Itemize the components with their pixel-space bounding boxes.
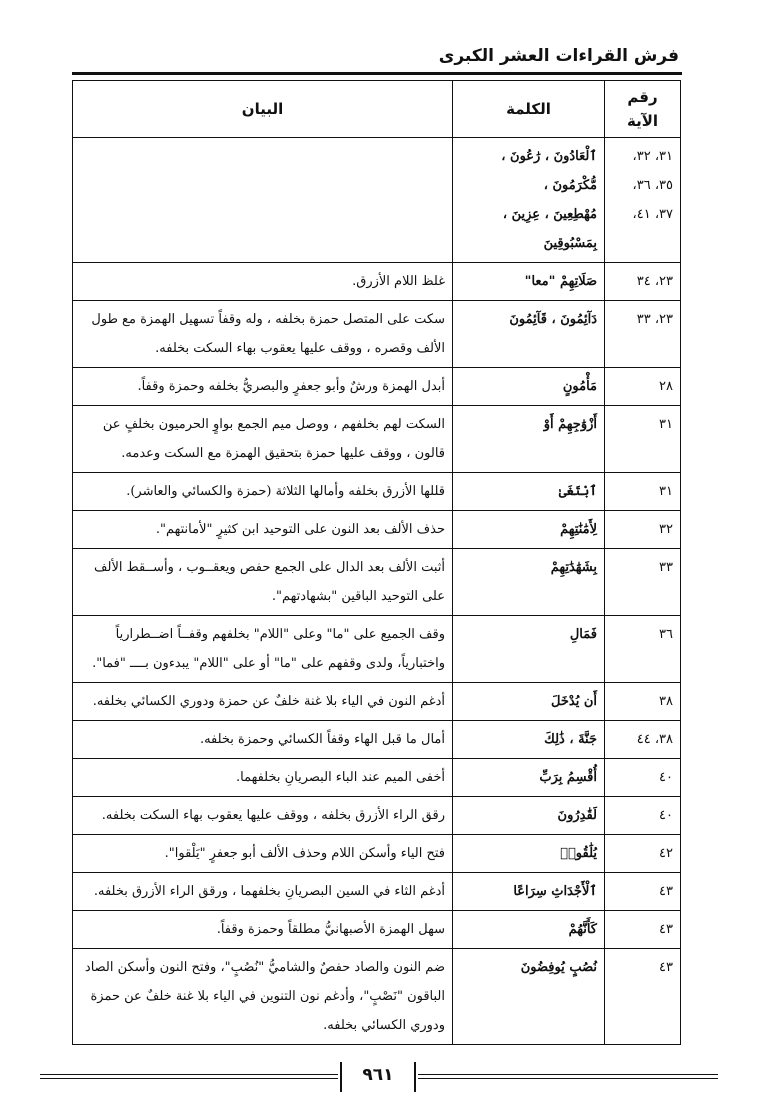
word-cell (453, 759, 605, 797)
table-row (73, 301, 681, 368)
table-row (73, 138, 681, 263)
verse-number-cell (605, 616, 681, 683)
explanation-cell: وقف الجميع على "ما" وعلى "اللام" بخلفهم وقفــاً اضــطرارياً واختبارياً، ولدى وقفهم على "ما" أو على "اللام" يبدءون بــــ "فما". (73, 616, 453, 683)
title-rule (72, 72, 682, 75)
readings-table (72, 80, 681, 1045)
explanation-cell: أبدل الهمزة ورشٌ وأبو جعفرٍ والبصريُّ بخلفه وحمزة وقفاً. (73, 368, 453, 406)
table-row (73, 368, 681, 406)
word-cell (453, 835, 605, 873)
verse-number-cell (605, 263, 681, 301)
table-header-row (73, 81, 681, 138)
explanation-cell: أثبت الألف بعد الدال على الجمع حفص ويعقــوب ، وأســقط الألف على التوحيد الباقين "بشهادتهم". (73, 549, 453, 616)
quran-word: صَلَاتِهِمْ "معا" (524, 274, 597, 289)
explanation-cell: قللها الأزرق بخلفه وأمالها الثلاثة (حمزة والكسائي والعاشر). (73, 473, 453, 511)
table-row (73, 911, 681, 949)
verse-number: ٤٠ (659, 808, 673, 823)
explanation-cell: أمال ما قبل الهاء وقفاً الكسائي وحمزة بخلفه. (73, 721, 453, 759)
verse-number: ٣١ (659, 417, 673, 432)
verse-number: ٢٣، ٣٣ (636, 312, 673, 327)
book-title: فرش القراءات العشر الكبرى (438, 46, 679, 66)
quran-word: ٱبْتَغَىٰ (558, 484, 597, 499)
word-cell (453, 911, 605, 949)
table-row (73, 616, 681, 683)
verse-number-cell (605, 301, 681, 368)
verse-number: ٣٧، ٤١، (632, 207, 673, 222)
quran-word: فَمَالِ (569, 627, 597, 642)
quran-word: بِشَهَٰدَٰتِهِمْ (550, 560, 597, 575)
quran-word: مَأْمُونٍ (562, 379, 597, 394)
table-row (73, 263, 681, 301)
footer-rule-left (40, 1074, 338, 1075)
quran-word: يُلَٰقُوا۟ (560, 846, 597, 861)
explanation-cell: السكت لهم بخلفهم ، ووصل ميم الجمع بواوٍ الحرميون بخلفٍ عن قالون ، ووقف عليها حمزة بتحقيق الهمزة مع السكت وعدمه. (73, 406, 453, 473)
verse-number-cell (605, 368, 681, 406)
table-row (73, 406, 681, 473)
word-cell (453, 301, 605, 368)
word-cell (453, 406, 605, 473)
verse-number: ٢٨ (659, 379, 673, 394)
table-row (73, 473, 681, 511)
quran-word: أَن يُدْخَلَ (550, 694, 597, 709)
verse-number: ٤٣ (659, 884, 673, 899)
word-cell (453, 511, 605, 549)
table-row (73, 873, 681, 911)
quran-word: لَقَٰدِرُونَ (557, 808, 597, 823)
explanation-cell: أدغم النون في الياء بلا غنة خلفٌ عن حمزة ودوري الكسائي بخلفه. (73, 683, 453, 721)
verse-number-cell (605, 835, 681, 873)
quran-word: جَنَّةَ ، ذَٰلِكَ (544, 732, 597, 747)
word-cell (453, 368, 605, 406)
footer-rule-right (418, 1074, 718, 1075)
verse-number: ٣٥، ٣٦، (632, 178, 673, 193)
quran-word: أَزْوَٰجِهِمْ أَوْ (543, 417, 597, 432)
footer-rule-right-2 (418, 1078, 718, 1079)
header-verse-number: رقم الآية (605, 81, 681, 138)
verse-number-cell (605, 759, 681, 797)
word-cell (453, 683, 605, 721)
table-row (73, 549, 681, 616)
word-cell (453, 721, 605, 759)
verse-number-cell (605, 721, 681, 759)
table-row (73, 835, 681, 873)
verse-number-cell (605, 797, 681, 835)
verse-number: ٤٣ (659, 960, 673, 975)
verse-number: ٤٢ (659, 846, 673, 861)
table-row (73, 683, 681, 721)
explanation-cell: سكت على المتصل حمزة بخلفه ، وله وقفاً تسهيل الهمزة مع طول الألف وقصره ، ووقف عليها يعقوب بهاء السكت بخلفه. (73, 301, 453, 368)
explanation-cell: رقق الراء الأزرق بخلفه ، ووقف عليها يعقوب بهاء السكت بخلفه. (73, 797, 453, 835)
explanation-cell: حذف الألف بعد النون على التوحيد ابن كثيرٍ "لأمانتهم". (73, 511, 453, 549)
verse-number: ٣٣ (659, 560, 673, 575)
explanation-cell: سهل الهمزة الأصبهانيُّ مطلقاً وحمزة وقفاً. (73, 911, 453, 949)
word-cell (453, 949, 605, 1045)
quran-word: أُقْسِمُ بِرَبِّ (539, 770, 597, 785)
verse-number-cell (605, 406, 681, 473)
footer-rule-left-2 (40, 1078, 338, 1079)
word-cell (453, 616, 605, 683)
explanation-cell: فتح الياء وأسكن اللام وحذف الألف أبو جعفرٍ "يَلْقوا". (73, 835, 453, 873)
verse-number: ٣٢ (659, 522, 673, 537)
page-footer (40, 1062, 718, 1092)
table-row (73, 721, 681, 759)
quran-word: ٱلْأَجْدَاثِ سِرَاعًا (513, 884, 597, 899)
verse-number-cell (605, 873, 681, 911)
explanation-cell: غلظ اللام الأزرق. (73, 263, 453, 301)
explanation-cell: أدغم الثاء في السين البصريانِ بخلفهما ، ورقق الراء الأزرق بخلفه. (73, 873, 453, 911)
verse-number: ٤٠ (659, 770, 673, 785)
table-row (73, 759, 681, 797)
verse-number: ٣١ (659, 484, 673, 499)
word-cell (453, 263, 605, 301)
table-row (73, 949, 681, 1045)
header-explanation: البيان (73, 81, 453, 138)
footer-bar-right (414, 1062, 416, 1092)
verse-number: ٣٨، ٤٤ (636, 732, 673, 747)
verse-number-cell (605, 138, 681, 263)
verse-number-cell (605, 473, 681, 511)
verse-number: ٣٨ (659, 694, 673, 709)
quran-word: مُهْطِعِينَ ، عِزِينَ ، بِمَسْبُوقِينَ (502, 207, 597, 251)
quran-word: دَآئِمُونَ ، قَآئِمُونَ (509, 312, 597, 327)
quran-word: ٱلْعَادُونَ ، رَٰعُونَ ، مُّكْرَمُونَ ، (501, 149, 597, 193)
verse-number-cell (605, 549, 681, 616)
explanation-cell (73, 138, 453, 263)
verse-number-cell (605, 949, 681, 1045)
explanation-cell: أخفى الميم عند الباء البصريانِ بخلفهما. (73, 759, 453, 797)
verse-number-cell (605, 911, 681, 949)
quran-word: كَأَنَّهُمْ (568, 922, 597, 937)
verse-number: ٣١، ٣٢، (632, 149, 673, 164)
word-cell (453, 797, 605, 835)
quran-word: نُصُبٍ يُوفِضُونَ (520, 960, 597, 975)
word-cell (453, 549, 605, 616)
table-row (73, 797, 681, 835)
table-row (73, 511, 681, 549)
verse-number-cell (605, 683, 681, 721)
word-cell (453, 873, 605, 911)
verse-number: ٤٣ (659, 922, 673, 937)
verse-number: ٣٦ (659, 627, 673, 642)
verse-number: ٢٣، ٣٤ (636, 274, 673, 289)
word-cell (453, 473, 605, 511)
verse-number-cell (605, 511, 681, 549)
quran-word: لِأَمَٰنَٰتِهِمْ (560, 522, 597, 537)
page-number: ٩٦١ (362, 1065, 394, 1085)
explanation-cell: ضم النون والصاد حفصٌ والشاميُّ "نُصُبٍ"، وفتح النون وأسكن الصاد الباقون "نَصْبٍ"، وأدغم نون التنوين في الياء بلا غنة خلفٌ عن حمزة ودوري الكسائي بخلفه. (73, 949, 453, 1045)
word-cell (453, 138, 605, 263)
header-word: الكلمة (453, 81, 605, 138)
